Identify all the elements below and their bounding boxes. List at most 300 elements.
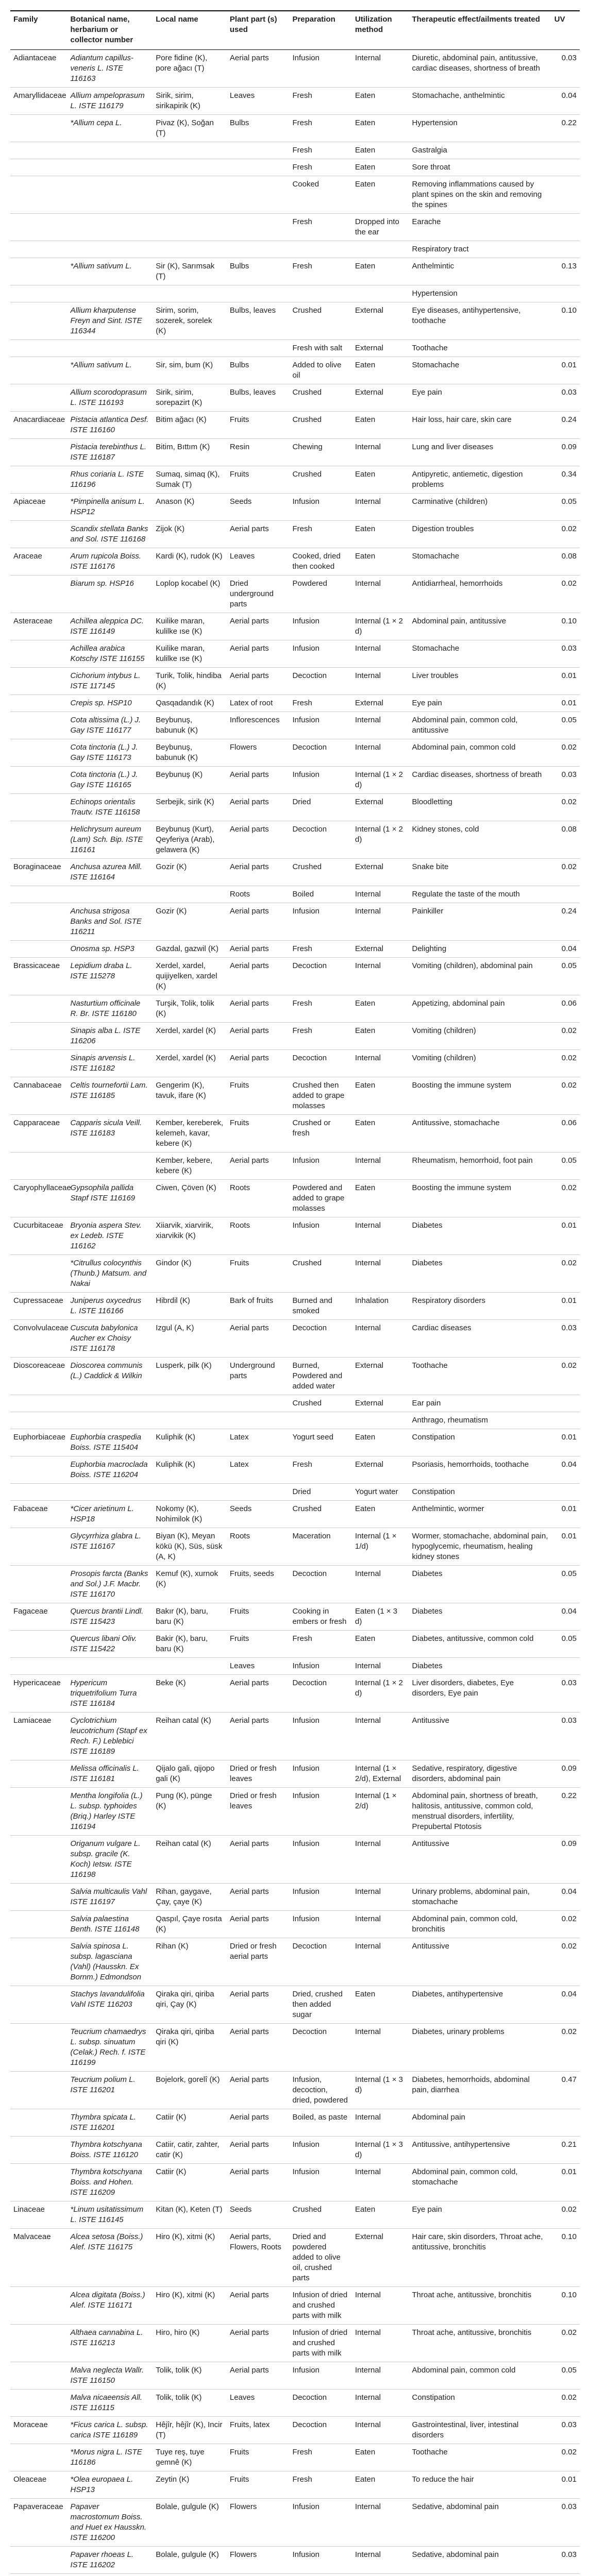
- cell-utilization: Internal: [352, 1911, 409, 1938]
- table-row: [10, 767, 580, 794]
- cell-family: Boraginaceae: [10, 859, 68, 886]
- cell-local-name: Zijok (K): [153, 521, 227, 548]
- cell-family: [10, 241, 68, 258]
- cell-plant-part: Aerial parts: [227, 50, 290, 88]
- cell-uv: 0.03: [551, 767, 580, 794]
- cell-uv: 0.05: [551, 1153, 580, 1180]
- cell-utilization: Internal: [352, 1217, 409, 1255]
- cell-plant-part: Aerial parts: [227, 767, 290, 794]
- cell-utilization: Eaten: [352, 2444, 409, 2471]
- cell-plant-part: Fruits: [227, 1255, 290, 1293]
- cell-botanical: Origanum vulgare L. subsp. gracile (K. Koch) Ietsw. ISTE 116198: [68, 1836, 153, 1884]
- cell-local-name: Kardi (K), rudok (K): [153, 548, 227, 575]
- cell-preparation: Infusion: [289, 767, 352, 794]
- cell-plant-part: Fruits: [227, 412, 290, 439]
- table-row: [10, 668, 580, 695]
- cell-botanical: Quercus brantii Lindl. ISTE 115423: [68, 1603, 153, 1631]
- cell-effects: Hypertension: [409, 115, 551, 142]
- cell-plant-part: Aerial parts: [227, 2024, 290, 2072]
- table-row: [10, 2137, 580, 2164]
- cell-effects: Abdominal pain, common cold, antitussive: [409, 712, 551, 739]
- cell-local-name: Qijalo gali, qijopo gali (K): [153, 1760, 227, 1788]
- cell-botanical: [68, 159, 153, 176]
- cell-botanical: Pistacia terebinthus L. ISTE 116187: [68, 439, 153, 466]
- cell-family: [10, 258, 68, 285]
- cell-preparation: Fresh: [289, 214, 352, 241]
- cell-utilization: Internal: [352, 739, 409, 767]
- cell-uv: 0.02: [551, 1938, 580, 1986]
- cell-plant-part: [227, 2574, 290, 2576]
- cell-effects: Digestion troubles: [409, 521, 551, 548]
- table-row: [10, 1217, 580, 1255]
- table-row: [10, 115, 580, 142]
- cell-plant-part: [227, 241, 290, 258]
- cell-local-name: [153, 1484, 227, 1501]
- cell-utilization: Internal (1 × 3 d): [352, 2072, 409, 2109]
- cell-preparation: Powdered: [289, 575, 352, 613]
- cell-plant-part: Roots: [227, 1528, 290, 1566]
- cell-local-name: [153, 142, 227, 159]
- cell-plant-part: Dried underground parts: [227, 575, 290, 613]
- table-row: [10, 2164, 580, 2201]
- cell-effects: [409, 2574, 551, 2576]
- cell-preparation: Dried: [289, 794, 352, 821]
- cell-preparation: Crushed then added to grape molasses: [289, 1077, 352, 1115]
- cell-family: Cucurbitaceae: [10, 1217, 68, 1255]
- cell-preparation: Infusion: [289, 2499, 352, 2547]
- cell-uv: 0.01: [551, 2164, 580, 2201]
- cell-family: [10, 2024, 68, 2072]
- cell-utilization: Internal: [352, 712, 409, 739]
- cell-utilization: Eaten: [352, 412, 409, 439]
- cell-plant-part: Aerial parts: [227, 1884, 290, 1911]
- cell-utilization: Internal: [352, 575, 409, 613]
- cell-local-name: Catiir (K): [153, 2109, 227, 2137]
- header-botanical: Botanical name, herbarium or collector number: [68, 11, 153, 50]
- cell-preparation: Cooking in embers or fresh: [289, 1603, 352, 1631]
- cell-local-name: Sirik, sirim, sirikapirik (K): [153, 88, 227, 115]
- cell-uv: 0.09: [551, 1836, 580, 1884]
- cell-utilization: Dropped into the ear: [352, 214, 409, 241]
- cell-preparation: Infusion of dried and crushed parts with milk: [289, 2325, 352, 2362]
- cell-family: Lamiaceae: [10, 1713, 68, 1760]
- cell-plant-part: Aerial parts: [227, 1836, 290, 1884]
- cell-utilization: [352, 1412, 409, 1429]
- table-row: [10, 1429, 580, 1456]
- cell-local-name: Bolale, gulgule (K): [153, 2499, 227, 2547]
- cell-botanical: [68, 2574, 153, 2576]
- cell-plant-part: Aerial parts: [227, 2109, 290, 2137]
- table-row: [10, 214, 580, 241]
- cell-botanical: Prosopis farcta (Banks and Sol.) J.F. Macbr. ISTE 116170: [68, 1566, 153, 1603]
- cell-botanical: Pistacia atlantica Desf. ISTE 116160: [68, 412, 153, 439]
- cell-utilization: Internal: [352, 668, 409, 695]
- cell-preparation: [289, 241, 352, 258]
- cell-family: [10, 2287, 68, 2325]
- cell-uv: 0.08: [551, 548, 580, 575]
- cell-preparation: Dried, crushed then added sugar: [289, 1986, 352, 2024]
- cell-local-name: [153, 2574, 227, 2576]
- cell-local-name: Pivaz (K), Soğan (T): [153, 115, 227, 142]
- cell-uv: 0.24: [551, 412, 580, 439]
- header-part: Plant part (s) used: [227, 11, 290, 50]
- cell-preparation: Fresh: [289, 159, 352, 176]
- cell-utilization: Eaten: [352, 1023, 409, 1050]
- table-row: [10, 384, 580, 412]
- cell-plant-part: Latex: [227, 1456, 290, 1484]
- cell-effects: Diuretic, abdominal pain, antitussive, cardiac diseases, shortness of breath: [409, 50, 551, 88]
- cell-effects: Eye pain: [409, 2201, 551, 2229]
- table-row: [10, 1412, 580, 1429]
- cell-local-name: Gazdal, gazwil (K): [153, 941, 227, 958]
- cell-preparation: Infusion: [289, 494, 352, 521]
- cell-botanical: Onosma sp. HSP3: [68, 941, 153, 958]
- cell-local-name: [153, 886, 227, 903]
- table-row: [10, 1050, 580, 1077]
- cell-effects: Boosting the immune system: [409, 1077, 551, 1115]
- cell-botanical: Gypsophila pallida Stapf ISTE 116169: [68, 1180, 153, 1217]
- cell-family: Capparaceae: [10, 1115, 68, 1153]
- cell-botanical: Thymbra kotschyana Boiss. and Hohen. ISTE 116209: [68, 2164, 153, 2201]
- cell-family: Oleaceae: [10, 2471, 68, 2499]
- cell-plant-part: Aerial parts: [227, 958, 290, 995]
- table-row: [10, 2072, 580, 2109]
- cell-plant-part: Aerial parts: [227, 903, 290, 941]
- cell-family: [10, 1658, 68, 1675]
- cell-family: [10, 2574, 68, 2576]
- cell-family: [10, 668, 68, 695]
- cell-effects: Abdominal pain, common cold, bronchitis: [409, 1911, 551, 1938]
- cell-effects: Sore throat: [409, 159, 551, 176]
- cell-local-name: [153, 1395, 227, 1412]
- cell-uv: 0.01: [551, 1217, 580, 1255]
- cell-effects: Diabetes: [409, 1217, 551, 1255]
- table-row: [10, 2499, 580, 2547]
- cell-effects: Diabetes, urinary problems: [409, 2024, 551, 2072]
- cell-preparation: Crushed: [289, 412, 352, 439]
- cell-uv: 0.05: [551, 1631, 580, 1658]
- cell-local-name: Pung (K), pünge (K): [153, 1788, 227, 1836]
- cell-plant-part: Fruits: [227, 1603, 290, 1631]
- cell-plant-part: Aerial parts: [227, 794, 290, 821]
- cell-family: [10, 521, 68, 548]
- cell-local-name: Beybunuş (Kurt), Qeyferiya (Arab), gelawera (K): [153, 821, 227, 859]
- cell-uv: 0.02: [551, 1023, 580, 1050]
- cell-utilization: Inhalation: [352, 1293, 409, 1320]
- cell-local-name: Bolale, gulgule (K): [153, 2547, 227, 2574]
- cell-preparation: Chewing: [289, 439, 352, 466]
- cell-local-name: Kuilike maran, kulilke ıse (K): [153, 640, 227, 668]
- cell-local-name: Sir, sim, bum (K): [153, 357, 227, 384]
- cell-family: [10, 695, 68, 712]
- cell-effects: Painkiller: [409, 903, 551, 941]
- table-row: [10, 302, 580, 340]
- table-row: [10, 241, 580, 258]
- cell-plant-part: [227, 285, 290, 302]
- cell-plant-part: [227, 1395, 290, 1412]
- cell-plant-part: Dried or fresh leaves: [227, 1788, 290, 1836]
- cell-botanical: [68, 241, 153, 258]
- cell-utilization: Internal: [352, 958, 409, 995]
- cell-preparation: Yogurt seed: [289, 1429, 352, 1456]
- cell-uv: 0.05: [551, 958, 580, 995]
- cell-botanical: [68, 142, 153, 159]
- cell-preparation: Infusion: [289, 2547, 352, 2574]
- cell-uv: 0.03: [551, 1713, 580, 1760]
- cell-preparation: Decoction: [289, 668, 352, 695]
- cell-effects: Carminative (children): [409, 494, 551, 521]
- cell-utilization: [352, 2574, 409, 2576]
- cell-preparation: Infusion: [289, 903, 352, 941]
- cell-utilization: Eaten: [352, 1631, 409, 1658]
- cell-botanical: Allium kharputense Freyn and Sint. ISTE 116344: [68, 302, 153, 340]
- cell-botanical: Helichrysum aureum (Lam) Sch. Bip. ISTE 116161: [68, 821, 153, 859]
- cell-botanical: *Linum usitatissimum L. ISTE 116145: [68, 2201, 153, 2229]
- cell-utilization: External: [352, 941, 409, 958]
- table-row: [10, 1320, 580, 1358]
- cell-plant-part: [227, 142, 290, 159]
- cell-family: [10, 794, 68, 821]
- cell-uv: 0.04: [551, 88, 580, 115]
- cell-effects: Kidney stones, cold: [409, 821, 551, 859]
- cell-effects: Constipation: [409, 1429, 551, 1456]
- cell-effects: Diabetes: [409, 1255, 551, 1293]
- cell-family: Brassicaceae: [10, 958, 68, 995]
- cell-utilization: Internal: [352, 903, 409, 941]
- cell-utilization: Internal (1 × 2 d): [352, 1675, 409, 1713]
- cell-preparation: Infusion: [289, 1713, 352, 1760]
- table-row: [10, 1788, 580, 1836]
- cell-effects: Ear pain: [409, 1395, 551, 1412]
- cell-local-name: Beybunuş, babunuk (K): [153, 712, 227, 739]
- cell-preparation: Infusion: [289, 1217, 352, 1255]
- cell-utilization: External: [352, 1358, 409, 1395]
- cell-botanical: Anchusa strigosa Banks and Sol. ISTE 116211: [68, 903, 153, 941]
- cell-botanical: Salvia palaestina Benth. ISTE 116148: [68, 1911, 153, 1938]
- cell-local-name: Sirim, sorim, sozerek, sorelek (K): [153, 302, 227, 340]
- cell-uv: [551, 2109, 580, 2137]
- cell-utilization: Internal: [352, 494, 409, 521]
- cell-preparation: Infusion: [289, 1884, 352, 1911]
- cell-effects: Vomiting (children), abdominal pain: [409, 958, 551, 995]
- cell-botanical: Adiantum capillus-veneris L. ISTE 116163: [68, 50, 153, 88]
- cell-botanical: Melissa officinalis L. ISTE 116181: [68, 1760, 153, 1788]
- cell-plant-part: Aerial parts: [227, 668, 290, 695]
- cell-utilization: Internal: [352, 2024, 409, 2072]
- cell-uv: 0.02: [551, 521, 580, 548]
- cell-effects: Hair loss, hair care, skin care: [409, 412, 551, 439]
- cell-effects: Antitussive: [409, 1836, 551, 1884]
- cell-botanical: Anchusa azurea Mill. ISTE 116164: [68, 859, 153, 886]
- cell-local-name: Gindor (K): [153, 1255, 227, 1293]
- cell-local-name: [153, 159, 227, 176]
- cell-utilization: Eaten: [352, 1501, 409, 1528]
- cell-family: [10, 1023, 68, 1050]
- table-row: [10, 176, 580, 214]
- cell-utilization: External: [352, 384, 409, 412]
- cell-plant-part: Fruits: [227, 1115, 290, 1153]
- cell-effects: Eye pain: [409, 695, 551, 712]
- cell-effects: Antitussive, stomachache: [409, 1115, 551, 1153]
- cell-uv: 0.03: [551, 1675, 580, 1713]
- cell-botanical: Alcea setosa (Boiss.) Alef. ISTE 116175: [68, 2229, 153, 2287]
- cell-uv: 0.02: [551, 1050, 580, 1077]
- cell-effects: To reduce the hair: [409, 2471, 551, 2499]
- cell-family: Caryophyllaceae: [10, 1180, 68, 1217]
- table-row: [10, 995, 580, 1023]
- table-row: [10, 1293, 580, 1320]
- cell-utilization: Eaten: [352, 1077, 409, 1115]
- cell-uv: 0.02: [551, 2325, 580, 2362]
- cell-effects: Stomachache: [409, 357, 551, 384]
- cell-plant-part: Fruits: [227, 466, 290, 494]
- cell-family: [10, 1484, 68, 1501]
- cell-utilization: Eaten: [352, 1180, 409, 1217]
- table-row: [10, 258, 580, 285]
- cell-local-name: Hibrdil (K): [153, 1293, 227, 1320]
- table-row: [10, 2325, 580, 2362]
- cell-plant-part: Aerial parts: [227, 1050, 290, 1077]
- cell-botanical: Quercus libani Oliv. ISTE 115422: [68, 1631, 153, 1658]
- cell-botanical: Papaver macrostomum Boiss. and Huet ex Hausskn. ISTE 116200: [68, 2499, 153, 2547]
- cell-plant-part: Aerial parts: [227, 1023, 290, 1050]
- cell-plant-part: [227, 1412, 290, 1429]
- cell-family: [10, 1050, 68, 1077]
- cell-effects: Constipation: [409, 2389, 551, 2417]
- cell-family: [10, 1884, 68, 1911]
- table-row: [10, 2547, 580, 2574]
- cell-family: [10, 115, 68, 142]
- cell-utilization: Internal: [352, 640, 409, 668]
- cell-botanical: Bryonia aspera Stev. ex Ledeb. ISTE 116162: [68, 1217, 153, 1255]
- cell-uv: 0.10: [551, 302, 580, 340]
- cell-utilization: External: [352, 1456, 409, 1484]
- cell-uv: [551, 886, 580, 903]
- cell-family: [10, 384, 68, 412]
- cell-plant-part: Aerial parts: [227, 859, 290, 886]
- cell-family: Adiantaceae: [10, 50, 68, 88]
- table-row: [10, 1884, 580, 1911]
- cell-botanical: *Citrullus colocynthis (Thunb.) Matsum. and Nakai: [68, 1255, 153, 1293]
- cell-preparation: Fresh: [289, 2444, 352, 2471]
- cell-plant-part: Bark of fruits: [227, 1293, 290, 1320]
- cell-family: Amaryllidaceae: [10, 88, 68, 115]
- cell-uv: [551, 2574, 580, 2576]
- cell-effects: Gastrointestinal, liver, intestinal disorders: [409, 2417, 551, 2444]
- cell-uv: 0.09: [551, 1760, 580, 1788]
- cell-effects: Gastralgia: [409, 142, 551, 159]
- cell-preparation: Fresh: [289, 88, 352, 115]
- cell-uv: 0.02: [551, 575, 580, 613]
- cell-uv: 0.03: [551, 640, 580, 668]
- cell-family: [10, 886, 68, 903]
- cell-family: [10, 2072, 68, 2109]
- cell-plant-part: Latex of root: [227, 695, 290, 712]
- cell-family: Fabaceae: [10, 1501, 68, 1528]
- cell-botanical: Echinops orientalis Trautv. ISTE 116158: [68, 794, 153, 821]
- cell-family: [10, 2325, 68, 2362]
- cell-preparation: Fresh: [289, 941, 352, 958]
- cell-local-name: Gozir (K): [153, 859, 227, 886]
- table-row: [10, 466, 580, 494]
- cell-family: [10, 2389, 68, 2417]
- table-row: [10, 613, 580, 640]
- cell-uv: [551, 214, 580, 241]
- cell-local-name: Tolik, tolik (K): [153, 2389, 227, 2417]
- cell-local-name: Bakır (K), baru, baru (K): [153, 1603, 227, 1631]
- cell-utilization: Internal: [352, 2325, 409, 2362]
- cell-preparation: Boiled, as paste: [289, 2109, 352, 2137]
- cell-local-name: Tolik, tolik (K): [153, 2362, 227, 2389]
- cell-effects: Diabetes, hemorrhoids, abdominal pain, diarrhea: [409, 2072, 551, 2109]
- cell-uv: 0.05: [551, 1566, 580, 1603]
- cell-preparation: Fresh: [289, 995, 352, 1023]
- cell-effects: Toothache: [409, 340, 551, 357]
- cell-local-name: Catiir, catir, zahter, catir (K): [153, 2137, 227, 2164]
- cell-utilization: External: [352, 2229, 409, 2287]
- cell-family: [10, 357, 68, 384]
- ethnobotanical-table: [10, 10, 580, 2576]
- cell-local-name: Nokomy (K), Nohimilok (K): [153, 1501, 227, 1528]
- cell-preparation: Crushed or fresh: [289, 1115, 352, 1153]
- cell-plant-part: Flowers: [227, 2499, 290, 2547]
- cell-botanical: Alcea digitata (Boiss.) Alef. ISTE 116171: [68, 2287, 153, 2325]
- cell-uv: 0.02: [551, 1077, 580, 1115]
- cell-preparation: Decoction: [289, 2024, 352, 2072]
- cell-uv: 0.05: [551, 494, 580, 521]
- cell-effects: Antitussive: [409, 1713, 551, 1760]
- cell-preparation: Infusion: [289, 712, 352, 739]
- cell-botanical: *Allium cepa L.: [68, 115, 153, 142]
- cell-preparation: Added to olive oil: [289, 357, 352, 384]
- cell-family: [10, 712, 68, 739]
- cell-effects: Liver troubles: [409, 668, 551, 695]
- cell-plant-part: Aerial parts: [227, 2287, 290, 2325]
- cell-uv: 0.01: [551, 1429, 580, 1456]
- cell-local-name: Biyan (K), Meyan kökü (K), Süs, süsk (A, K): [153, 1528, 227, 1566]
- cell-plant-part: Fruits: [227, 2444, 290, 2471]
- cell-utilization: Internal: [352, 1153, 409, 1180]
- cell-plant-part: Fruits: [227, 2471, 290, 2499]
- cell-botanical: Arum rupicola Boiss. ISTE 116176: [68, 548, 153, 575]
- cell-botanical: Thymbra kotschyana Boiss. ISTE 116120: [68, 2137, 153, 2164]
- cell-preparation: Boiled: [289, 886, 352, 903]
- cell-botanical: [68, 1484, 153, 1501]
- cell-utilization: Eaten: [352, 521, 409, 548]
- cell-botanical: Glycyrrhiza glabra L. ISTE 116167: [68, 1528, 153, 1566]
- cell-utilization: Eaten: [352, 995, 409, 1023]
- cell-uv: 0.01: [551, 668, 580, 695]
- cell-effects: Earache: [409, 214, 551, 241]
- cell-effects: Throat ache, antitussive, bronchitis: [409, 2287, 551, 2325]
- cell-family: [10, 2362, 68, 2389]
- cell-local-name: Turşik, Tolik, tolik (K): [153, 995, 227, 1023]
- cell-plant-part: Roots: [227, 1180, 290, 1217]
- table-row: [10, 2362, 580, 2389]
- cell-botanical: *Morus nigra L. ISTE 116186: [68, 2444, 153, 2471]
- cell-plant-part: Aerial parts: [227, 1911, 290, 1938]
- cell-botanical: Cota tinctoria (L.) J. Gay ISTE 116165: [68, 767, 153, 794]
- cell-preparation: [289, 1412, 352, 1429]
- cell-botanical: Cuscuta babylonica Aucher ex Choisy ISTE 116178: [68, 1320, 153, 1358]
- cell-botanical: [68, 214, 153, 241]
- table-row: [10, 859, 580, 886]
- cell-effects: Diabetes: [409, 1658, 551, 1675]
- cell-local-name: Kitan (K), Keten (T): [153, 2201, 227, 2229]
- table-row: [10, 794, 580, 821]
- cell-utilization: Eaten (1 × 3 d): [352, 1603, 409, 1631]
- cell-local-name: Hêjîr, hêjîr (K), Incir (T): [153, 2417, 227, 2444]
